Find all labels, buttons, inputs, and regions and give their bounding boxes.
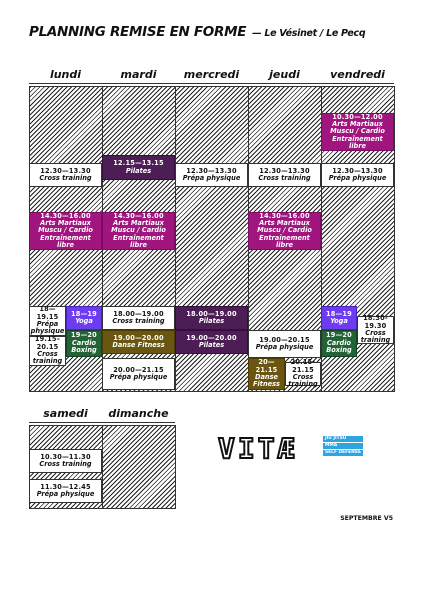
slot-mon-cross-training: 12.30—13.30 Cross training bbox=[29, 163, 102, 187]
day-header-friday: vendredi bbox=[330, 68, 385, 81]
slot-thu-martial-arts: 14.30—16.00 Arts Martiaux Muscu / Cardio Entraînement libre bbox=[248, 212, 321, 250]
slot-fri-cardio-boxing: 19—20 Cardio Boxing bbox=[321, 330, 357, 357]
slot-mon-prepa: 18—19.15 Prépa physique bbox=[30, 305, 65, 336]
slot-tue-cross: 18.00—19.00 Cross training bbox=[102, 306, 175, 330]
slot-sat-cross: 10.30—11.30 Cross training bbox=[29, 449, 102, 473]
slot-fri-prepa: 12.30—13.30 Prépa physique bbox=[321, 163, 394, 187]
day-header-wednesday: mercredi bbox=[183, 68, 240, 81]
day-header-sunday: dimanche bbox=[108, 407, 169, 420]
logo-tag: JIU JITSU bbox=[323, 436, 363, 442]
slot-tue-pilates: 12.15—13.15 Pilates bbox=[102, 155, 175, 180]
slot-mon-cross: 19.15–20.15 Cross training bbox=[29, 336, 66, 366]
slot-sat-prepa: 11.30—12.45 Prépa physique bbox=[29, 479, 102, 503]
slot-thu-danse: 20—21.15 Danse Fitness bbox=[248, 358, 285, 390]
slot-thu-cross: 20.15-21.15 Cross training bbox=[285, 362, 321, 386]
slot-fri-yoga: 18—19 Yoga bbox=[321, 306, 357, 330]
page-title: PLANNING REMISE EN FORME — Le Vésinet / Le Pecq bbox=[29, 24, 366, 40]
slot-thu-cross-training: 12.30—13.30 Cross training bbox=[248, 163, 321, 187]
logo-tag: SELF DEFENSE bbox=[325, 450, 361, 455]
slot-mon-cardio-boxing: 19—20 Cardio Boxing bbox=[66, 330, 102, 357]
slot-mon-yoga: 18—19 Yoga bbox=[66, 306, 102, 330]
vitae-logo: VITÆ JIU JITSU MMA SELF DEFENSE bbox=[218, 432, 361, 465]
slot-tue-martial-arts: 14.30—16.00 Arts Martiaux Muscu / Cardio Entraînement libre bbox=[102, 212, 175, 250]
slot-wed-pilates-1: 18.00—19.00 Pilates bbox=[175, 306, 248, 330]
day-header-thursday: jeudi bbox=[269, 68, 300, 81]
day-header-tuesday: mardi bbox=[120, 68, 157, 81]
slot-tue-danse: 19.00—20.00 Danse Fitness bbox=[102, 330, 175, 354]
day-header-monday: lundi bbox=[49, 68, 82, 81]
slot-tue-prepa: 20.00—21.15 Prépa physique bbox=[102, 358, 175, 390]
logo-tag: MMA bbox=[323, 443, 363, 449]
day-header-saturday: samedi bbox=[43, 407, 88, 420]
slot-fri-martial-arts: 10.30—12.00 Arts Martiaux Muscu / Cardio Entraînement libre bbox=[321, 113, 394, 151]
version-footer: SEPTEMBRE V5 bbox=[340, 515, 393, 522]
page-subtitle: — Le Vésinet / Le Pecq bbox=[252, 28, 366, 39]
weekend-header-rule bbox=[29, 422, 175, 423]
header-rule bbox=[29, 83, 394, 84]
slot-wed-prepa: 12.30—13.30 Prépa physique bbox=[175, 163, 248, 187]
slot-fri-cross: 18.30-19.30 Cross training bbox=[357, 316, 394, 344]
slot-wed-pilates-2: 19.00—20.00 Pilates bbox=[175, 330, 248, 354]
slot-mon-martial-arts: 14.30—16.00 Arts Martiaux Muscu / Cardio Entraînement libre bbox=[29, 212, 102, 250]
column-divider bbox=[102, 425, 103, 509]
slot-thu-prepa: 19.00—20.15 Prépa physique bbox=[248, 330, 321, 358]
